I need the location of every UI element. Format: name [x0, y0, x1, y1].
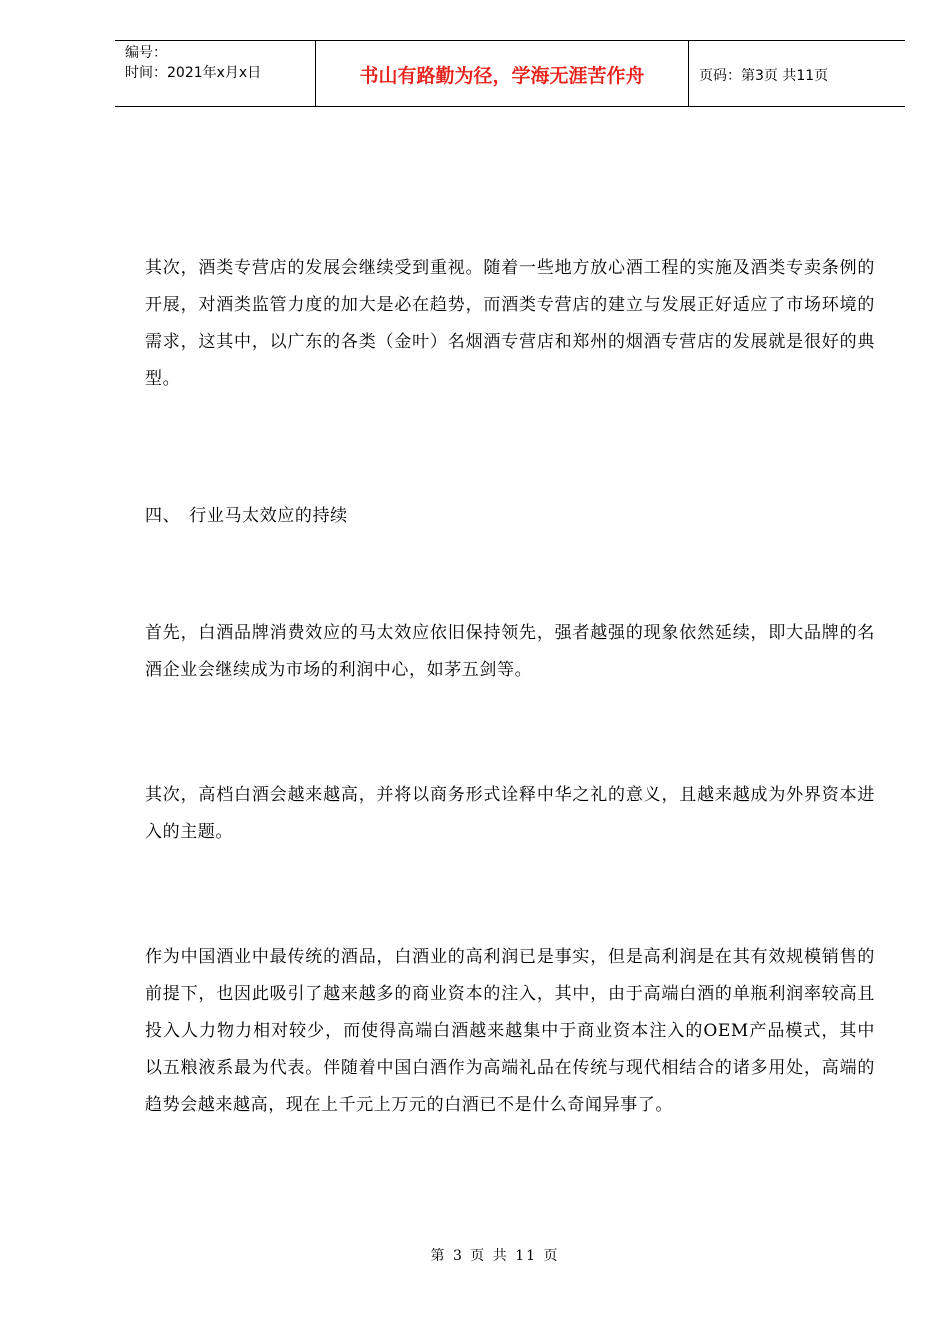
page-header	[115, 40, 905, 107]
header-motto: 书山有路勤为径，学海无涯苦作舟	[316, 41, 689, 106]
number-label: 编号：	[125, 45, 167, 61]
paragraph-3: 其次，高档白酒会越来越高，并将以商务形式诠释中华之礼的意义，且越来越成为外界资本进入的主题。	[145, 785, 875, 842]
section-heading: 四、 行业马太效应的持续	[145, 506, 348, 526]
paragraph-2: 首先，白酒品牌消费效应的马太效应依旧保持领先，强者越强的现象依然延续，即大品牌的名酒企业会继续成为市场的利润中心，如茅五剑等。	[145, 623, 875, 680]
paragraph-4: 作为中国酒业中最传统的酒品，白酒业的高利润已是事实，但是高利润是在其有效规模销售的前提下，也因此吸引了越来越多的商业资本的注入，其中，由于高端白酒的单瓶利润率较高且投入人力物力相对较少，而使得高端白酒越来越集中于商业资本注入的OEM产品模式，其中以五粮液系最为代表。伴随着中国白酒作为高端礼品在传统与现代相结合的诸多用处，高端的趋势会越来越高，现在上千元上万元的白酒已不是什么奇闻异事了。	[145, 947, 875, 1115]
paragraph-1: 其次，酒类专营店的发展会继续受到重视。随着一些地方放心酒工程的实施及酒类专卖条例的开展，对酒类监管力度的加大是必在趋势，而酒类专营店的建立与发展正好适应了市场环境的需求，这其中，以广东的各类（金叶）名烟酒专营店和郑州的烟酒专营店的发展就是很好的典型。	[145, 258, 875, 389]
header-page-info: 页码：第3页 共11页	[699, 67, 829, 84]
header-meta	[115, 41, 316, 106]
time-label: 时间：2021年x月x日	[125, 65, 262, 81]
page-footer: 第 3 页 共 11 页	[430, 1248, 560, 1264]
